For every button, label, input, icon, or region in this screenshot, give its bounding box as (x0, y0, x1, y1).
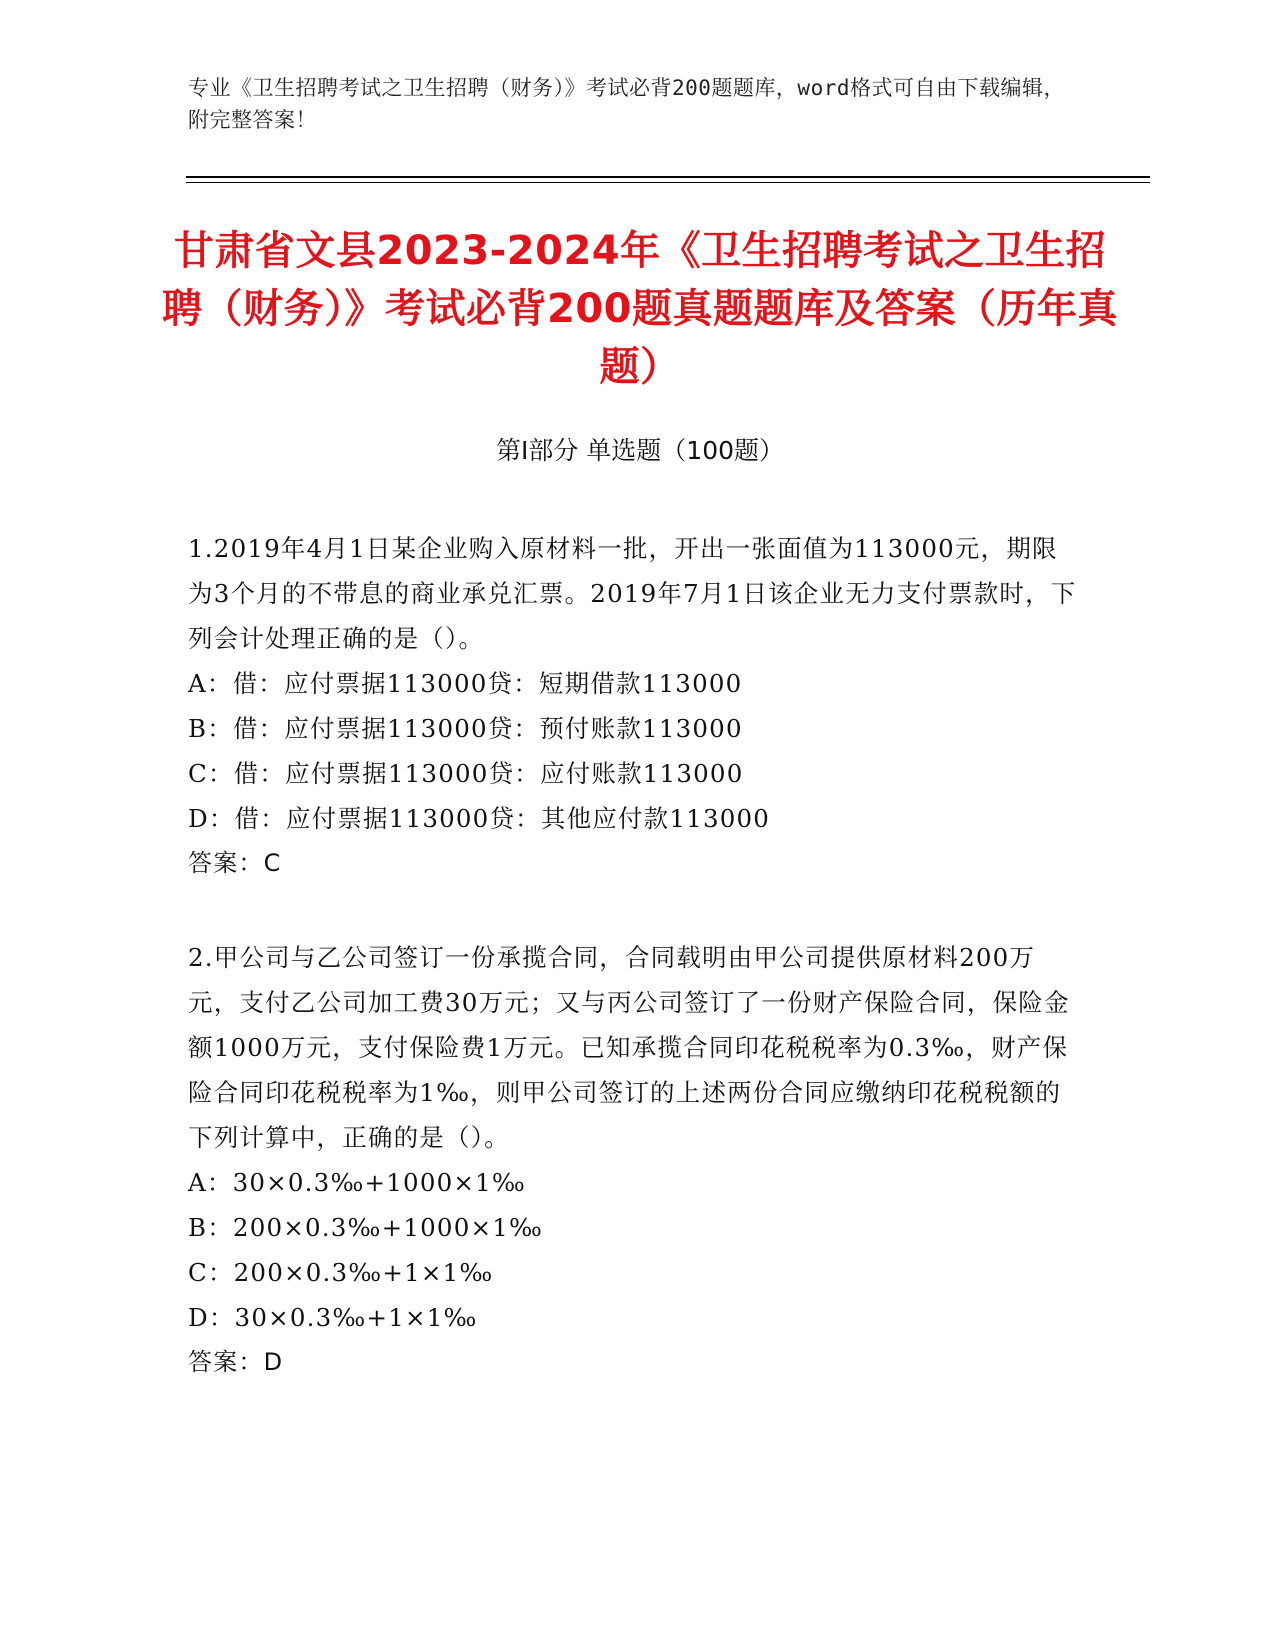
question-stem: 1.2019年4月1日某企业购入原材料一批，开出一张面值为113000元，期限为3个月的不带息的商业承兑汇票。2019年7月1日该企业无力支付票款时，下列会计处理正确的是（）。 (188, 534, 1077, 653)
option-b: B：200×0.3‰+1000×1‰ (188, 1213, 544, 1242)
header-divider-thick (186, 176, 1150, 178)
option-a: A：30×0.3‰+1000×1‰ (188, 1168, 527, 1197)
option-a: A：借：应付票据113000贷：短期借款113000 (188, 669, 743, 698)
header-note: 专业《卫生招聘考试之卫生招聘（财务）》考试必背200题题库，word格式可自由下载编辑，附完整答案！ (188, 76, 1065, 132)
option-c: C：借：应付票据113000贷：应付账款113000 (188, 759, 744, 788)
option-b: B：借：应付票据113000贷：预付账款113000 (188, 714, 743, 743)
answer-line: 答案：C (188, 849, 282, 877)
question-stem: 2.甲公司与乙公司签订一份承揽合同，合同载明由甲公司提供原材料200万元，支付乙公司加工费30万元；又与丙公司签订了一份财产保险合同，保险金额1000万元，支付保险费1万元。已知承揽合同印花税税率为0.3‰，财产保险合同印花税税率为1‰，则甲公司签订的上述两份合同应缴纳印花税税额的下列计算中，正确的是（）。 (188, 943, 1070, 1152)
document-title: 甘肃省文县2023-2024年《卫生招聘考试之卫生招聘（财务）》考试必背200题真题题库及答案（历年真题） (162, 228, 1118, 390)
option-d: D：30×0.3‰+1×1‰ (188, 1303, 478, 1332)
question-1 (188, 526, 1078, 886)
header-divider-thin (186, 182, 1150, 183)
answer-line: 答案：D (188, 1348, 284, 1376)
option-d: D：借：应付票据113000贷：其他应付款113000 (188, 804, 771, 833)
section-heading: 第Ⅰ部分 单选题（100题） (495, 436, 785, 465)
option-c: C：200×0.3‰+1×1‰ (188, 1258, 494, 1287)
question-2 (188, 935, 1078, 1385)
